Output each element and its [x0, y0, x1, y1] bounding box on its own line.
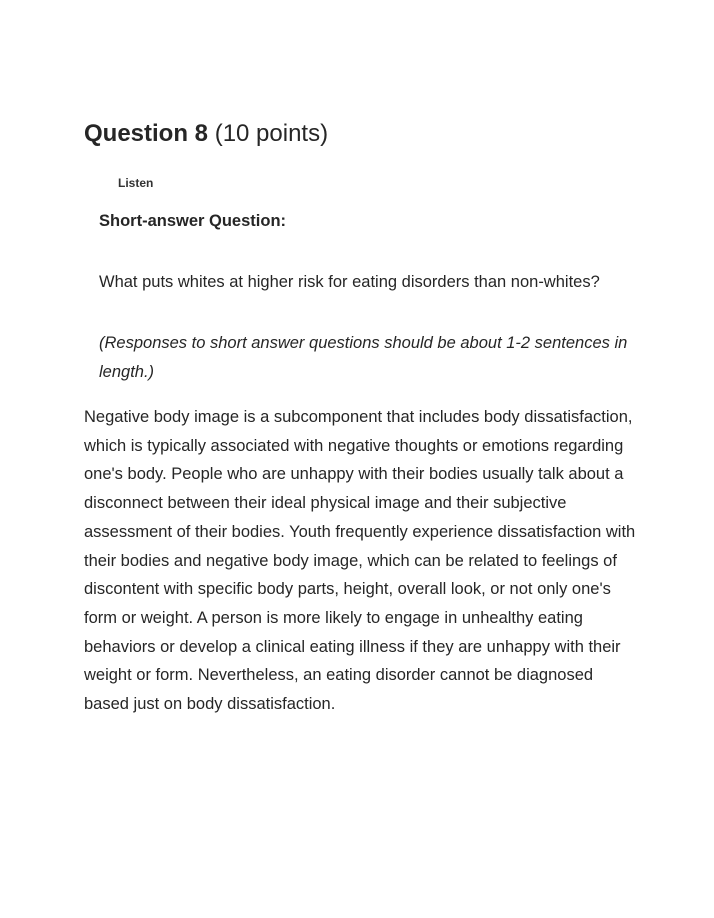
answer-text: Negative body image is a subcomponent that includes body dissatisfaction, which is typically associated with negative thoughts or emotions regarding one's body. People who are unhappy with their bodies usually talk about a disconnect between their ideal physical image and their subjective assessment of their bodies. Youth frequently experience dissatisfaction with their bodies and negative body image, which can be related to feelings of discontent with specific body parts, height, overall look, or not only one's form or weight. A person is more likely to engage in unhealthy eating behaviors or develop a clinical eating illness if they are unhappy with their weight or form. Nevertheless, an eating disorder cannot be diagnosed based just on body dissatisfaction. [84, 408, 636, 714]
question-title: Question 8 [84, 120, 209, 147]
question-points: (10 points) [214, 120, 329, 147]
question-type-label: Short-answer Question: [99, 212, 287, 230]
question-heading [84, 119, 328, 149]
response-length-note: (Responses to short answer questions should be about 1-2 sentences in length.) [99, 334, 628, 381]
listen-button[interactable]: Listen [118, 176, 154, 190]
question-prompt: What puts whites at higher risk for eating disorders than non-whites? [99, 273, 600, 291]
